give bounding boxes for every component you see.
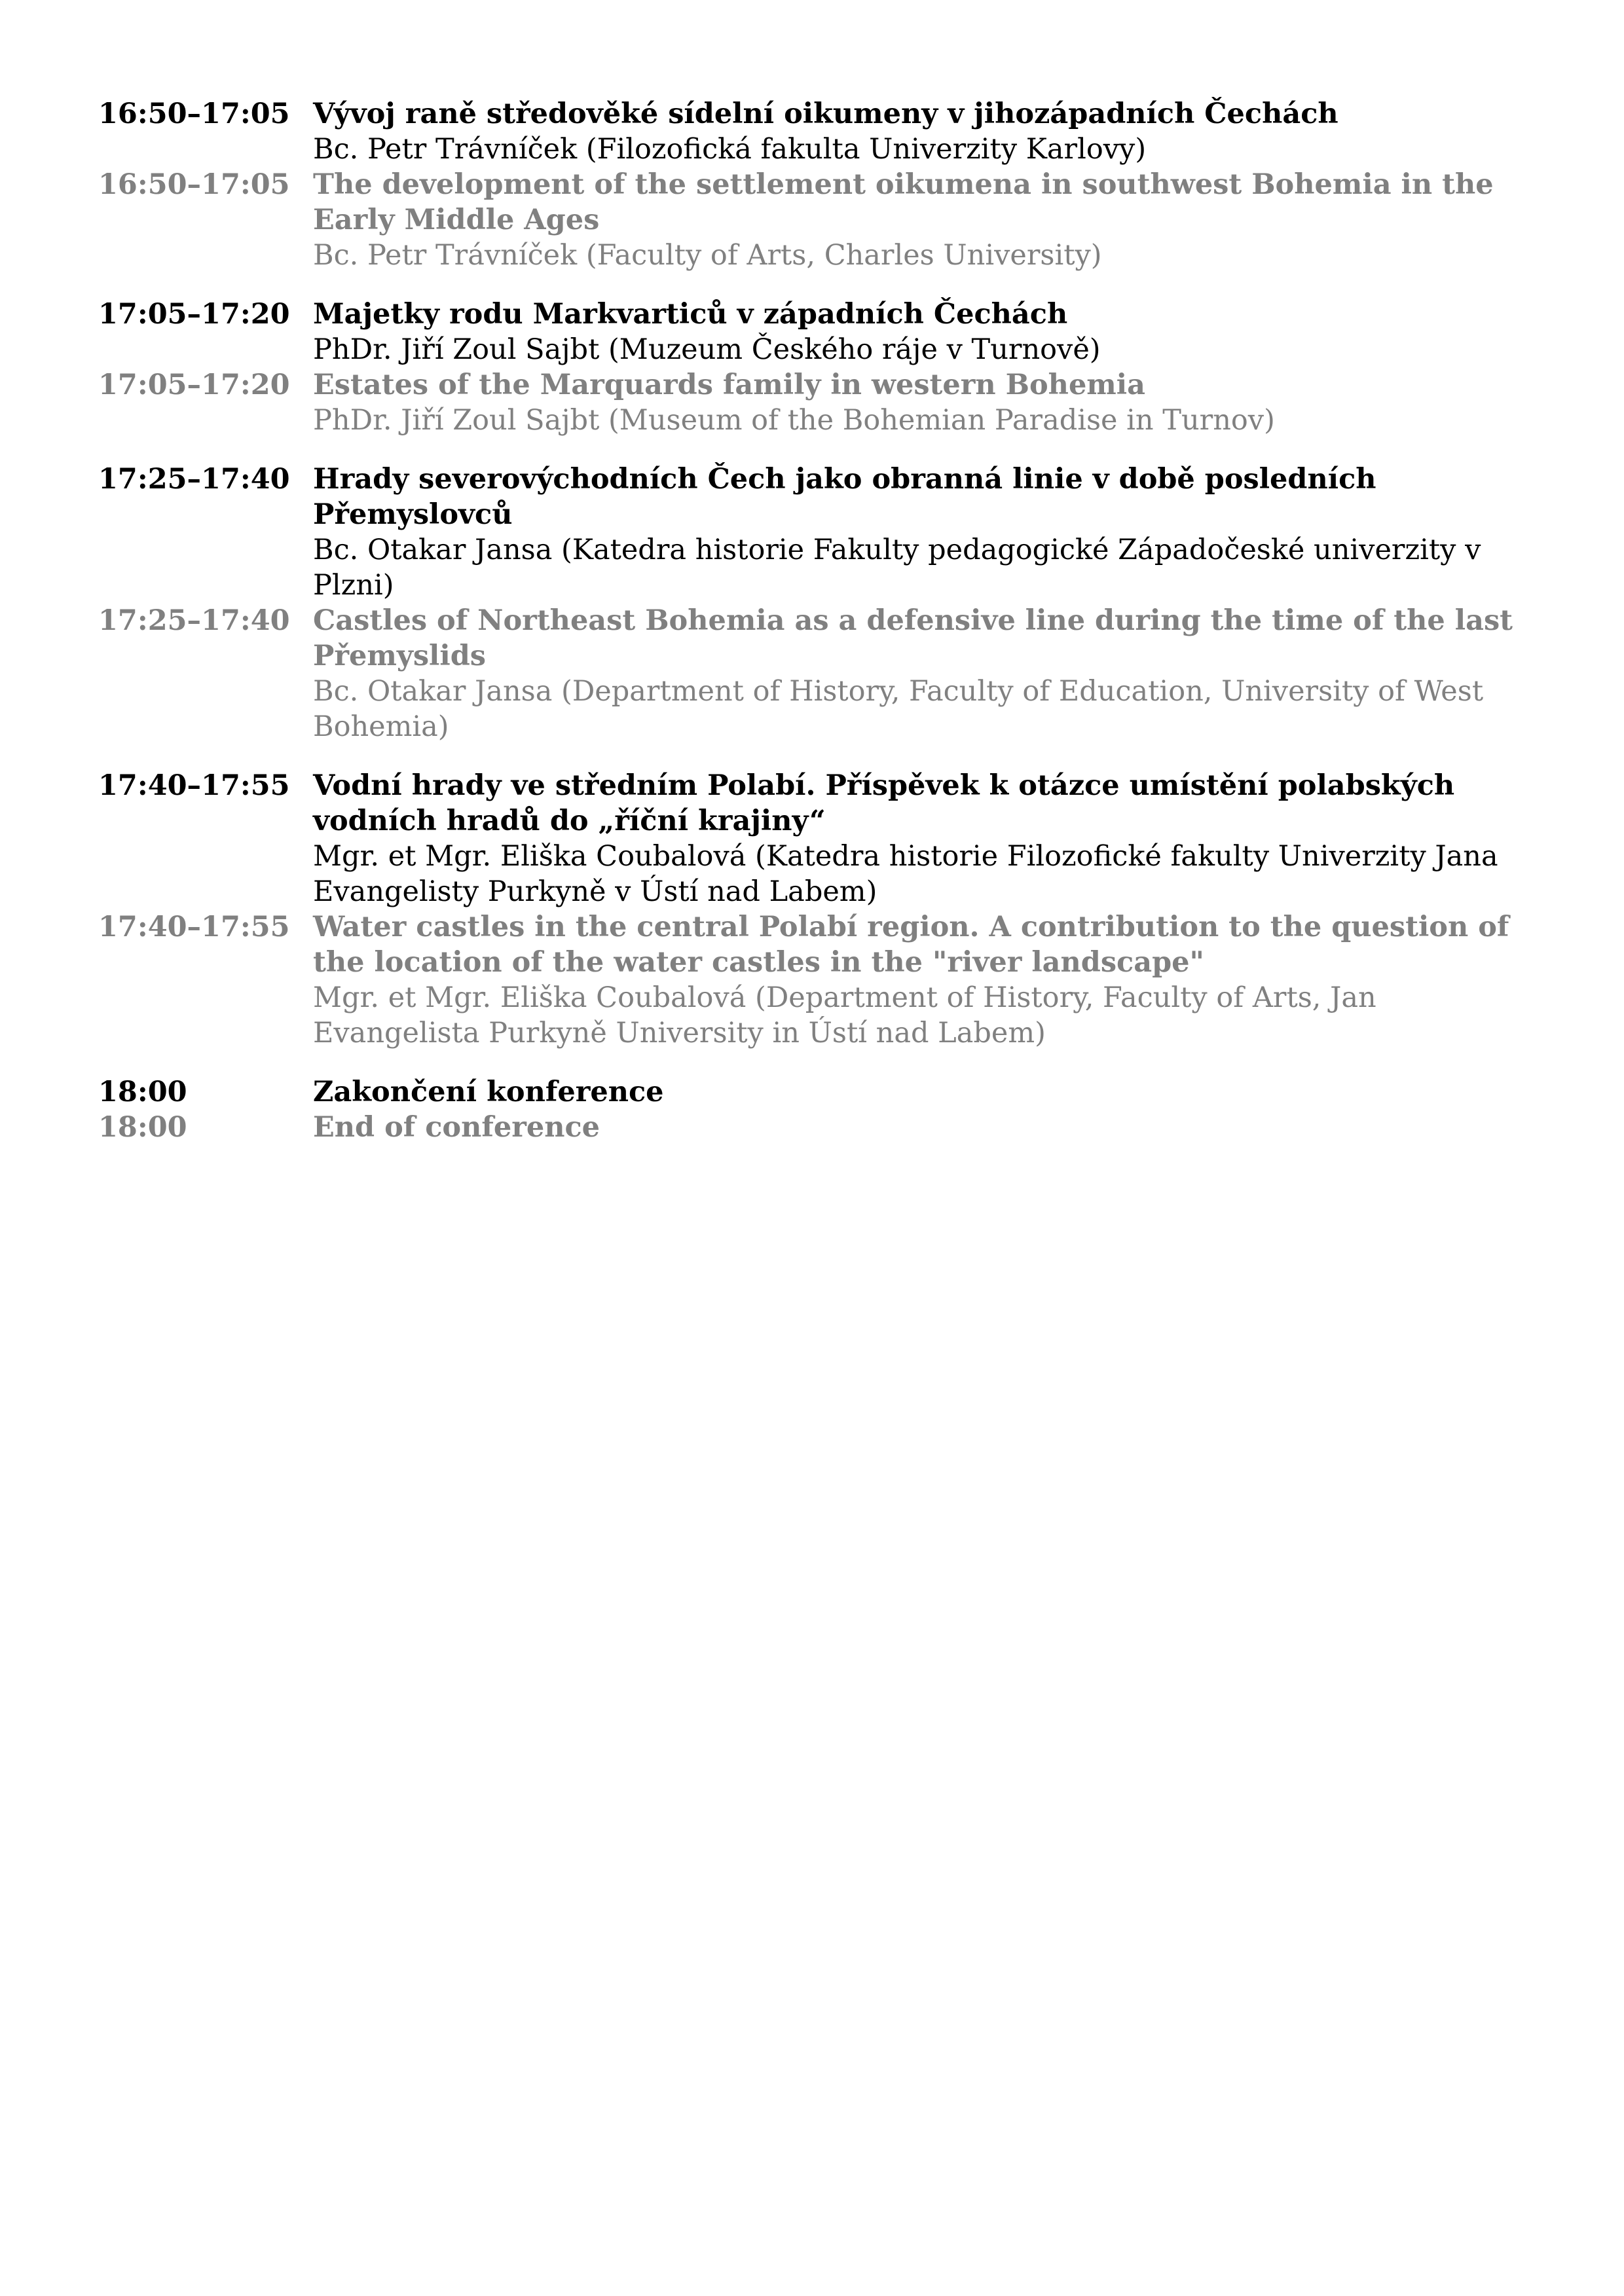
session-english-entry (98, 603, 1532, 744)
session-title: The development of the settlement oikumena in southwest Bohemia in the Early Middle Ages (313, 168, 1494, 236)
session-speaker: Mgr. et Mgr. Eliška Coubalová (Department of History, Faculty of Arts, Jan Evangelista Purkyně University in Ústí nad Labem) (313, 981, 1376, 1049)
session-english-entry (98, 1110, 1532, 1145)
session-content (313, 768, 1532, 909)
programme-session-closing (98, 1074, 1532, 1145)
session-content (313, 96, 1532, 167)
session-content (313, 167, 1532, 273)
session-time: 17:25–17:40 (98, 604, 290, 637)
session-content (313, 1110, 1532, 1145)
session-time: 17:25–17:40 (98, 463, 290, 496)
programme-session (98, 768, 1532, 1051)
session-title: Zakončení konference (313, 1076, 664, 1108)
session-speaker: Bc. Petr Trávníček (Faculty of Arts, Charles University) (313, 239, 1102, 272)
conference-programme (98, 96, 1532, 1169)
session-czech-entry (98, 462, 1532, 603)
session-time: 17:05–17:20 (98, 369, 290, 401)
session-time: 16:50–17:05 (98, 168, 290, 201)
session-content (313, 909, 1532, 1051)
session-title: Vodní hrady ve středním Polabí. Příspěvek k otázce umístění polabských vodních hradů do „říční krajiny“ (313, 769, 1455, 837)
session-title: Vývoj raně středověké sídelní oikumeny v jihozápadních Čechách (313, 98, 1338, 130)
session-english-entry (98, 367, 1532, 438)
session-time: 16:50–17:05 (98, 98, 290, 130)
programme-session (98, 297, 1532, 438)
session-speaker: PhDr. Jiří Zoul Sajbt (Muzeum Českého ráje v Turnově) (313, 333, 1101, 366)
session-czech-entry (98, 1074, 1532, 1110)
session-time: 17:05–17:20 (98, 298, 290, 331)
session-speaker: Mgr. et Mgr. Eliška Coubalová (Katedra historie Filozofické fakulty Univerzity Jana Evangelisty Purkyně v Ústí nad Labem) (313, 840, 1498, 908)
session-time: 18:00 (98, 1111, 187, 1144)
session-content (313, 297, 1532, 367)
session-title: Water castles in the central Polabí region. A contribution to the question of the location of the water castles in the "river landscape" (313, 911, 1509, 979)
session-czech-entry (98, 768, 1532, 909)
session-title: Majetky rodu Markvarticů v západních Čechách (313, 298, 1068, 331)
session-title: End of conference (313, 1111, 600, 1144)
session-time: 18:00 (98, 1076, 187, 1108)
session-speaker: PhDr. Jiří Zoul Sajbt (Museum of the Bohemian Paradise in Turnov) (313, 404, 1275, 437)
session-english-entry (98, 909, 1532, 1051)
session-content (313, 1074, 1532, 1110)
programme-session (98, 462, 1532, 744)
session-czech-entry (98, 96, 1532, 167)
session-title: Estates of the Marquards family in western Bohemia (313, 369, 1145, 401)
session-speaker: Bc. Petr Trávníček (Filozofická fakulta Univerzity Karlovy) (313, 133, 1147, 166)
session-time: 17:40–17:55 (98, 911, 290, 943)
session-czech-entry (98, 297, 1532, 367)
session-content (313, 462, 1532, 603)
session-title: Hrady severovýchodních Čech jako obranná linie v době posledních Přemyslovců (313, 463, 1376, 531)
session-speaker: Bc. Otakar Jansa (Katedra historie Fakulty pedagogické Západočeské univerzity v Plzni) (313, 534, 1481, 602)
programme-session (98, 96, 1532, 273)
session-title: Castles of Northeast Bohemia as a defensive line during the time of the last Přemyslids (313, 604, 1513, 672)
session-time: 17:40–17:55 (98, 769, 290, 802)
session-content (313, 603, 1532, 744)
session-english-entry (98, 167, 1532, 273)
session-speaker: Bc. Otakar Jansa (Department of History, Faculty of Education, University of West Bohemia) (313, 675, 1484, 743)
session-content (313, 367, 1532, 438)
